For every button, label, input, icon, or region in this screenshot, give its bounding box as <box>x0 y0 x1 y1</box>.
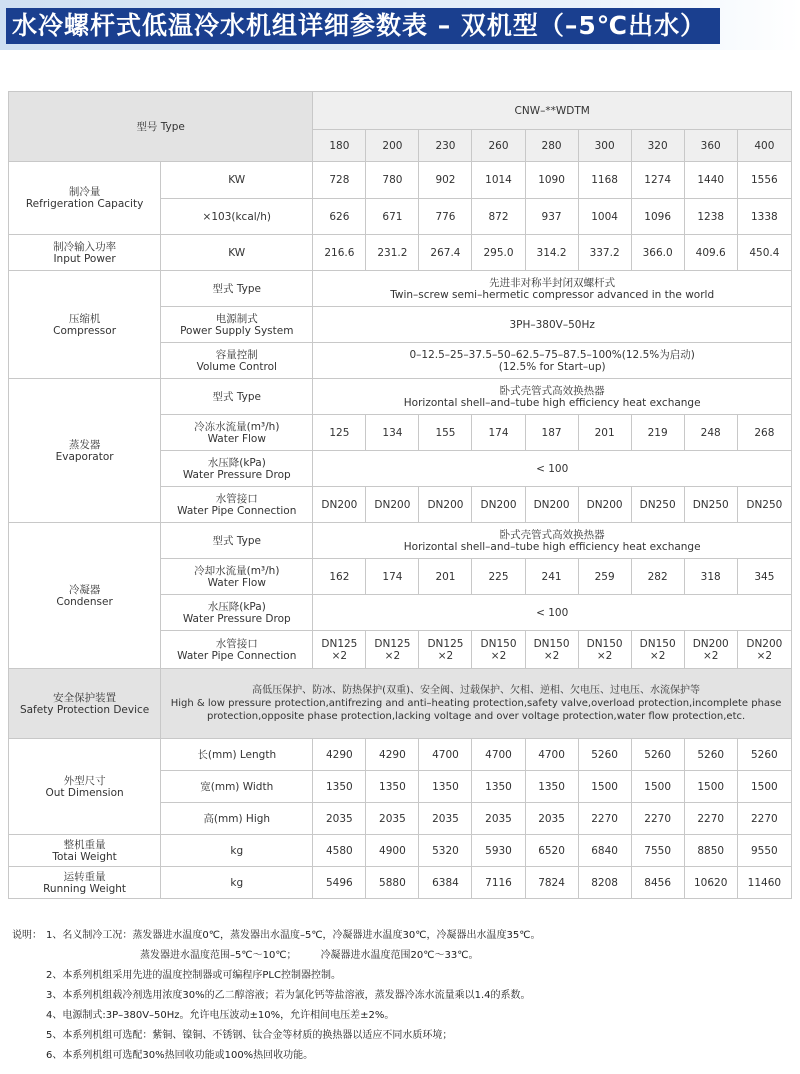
value-cell: 337.2 <box>578 235 631 271</box>
value-en: High & low pressure protection,antifrezing and anti–heating protection,safety valve,overload protection,incomplete phase <box>170 698 782 709</box>
note-line <box>12 1006 792 1026</box>
label-cn: 安全保护装置 <box>53 691 117 704</box>
value-cell: 7824 <box>525 867 578 899</box>
value-cell: 1238 <box>684 199 737 235</box>
spec-table <box>8 91 792 899</box>
value-cell: 872 <box>472 199 525 235</box>
label-en: Volume Control <box>196 360 277 373</box>
pipe-mult: ×2 <box>756 649 773 662</box>
label-cn: 水压降(kPa) <box>207 456 266 469</box>
value-cell: 241 <box>525 559 578 595</box>
compressor-type-value <box>313 271 792 307</box>
value-cell: 5880 <box>366 867 419 899</box>
condenser-type-row <box>9 523 792 559</box>
safety-row <box>9 669 792 739</box>
note-range: 蒸发器进水温度范围–5℃～10℃； <box>140 950 297 961</box>
compressor-type-row <box>9 271 792 307</box>
note-line <box>12 1026 792 1046</box>
value-cell <box>684 631 737 669</box>
label-en: Water Pipe Connection <box>177 504 297 517</box>
value-cell: 201 <box>419 559 472 595</box>
model-cell: 300 <box>578 130 631 162</box>
sub-label <box>161 415 313 451</box>
model-cell: 280 <box>525 130 578 162</box>
note-range: 冷凝器进水温度范围20℃～33℃。 <box>320 950 479 961</box>
sub-label: 型式 Type <box>161 379 313 415</box>
model-cell: 320 <box>631 130 684 162</box>
value-cell: DN200 <box>366 487 419 523</box>
value-cell <box>313 631 366 669</box>
value-cell: 1350 <box>419 771 472 803</box>
note-line <box>12 926 792 946</box>
sub-label <box>161 559 313 595</box>
model-cell: 180 <box>313 130 366 162</box>
input-power-label <box>9 235 161 271</box>
evaporator-type-row <box>9 379 792 415</box>
note-item: 6、本系列机组可选配30%热回收功能或100%热回收功能。 <box>46 1050 314 1061</box>
value-cell: 2035 <box>366 803 419 835</box>
model-type-label: 型号 Type <box>9 92 313 162</box>
value-cell: 1500 <box>631 771 684 803</box>
value-cell: 4700 <box>472 739 525 771</box>
model-cell: 400 <box>737 130 791 162</box>
value-cell: 937 <box>525 199 578 235</box>
value-line: (12.5% for Start–up) <box>498 360 606 373</box>
sub-label: 长(mm) Length <box>161 739 313 771</box>
value-cell: 248 <box>684 415 737 451</box>
value-cell <box>525 631 578 669</box>
label-cn: 电源制式 <box>215 312 258 325</box>
model-cell: 230 <box>419 130 472 162</box>
value-cell: 1096 <box>631 199 684 235</box>
model-cell: 200 <box>366 130 419 162</box>
value-cell <box>419 631 472 669</box>
label-en: Evaporator <box>55 450 114 463</box>
value-cell: 366.0 <box>631 235 684 271</box>
sub-label <box>161 631 313 669</box>
value-cell: 155 <box>419 415 472 451</box>
value-cell: 776 <box>419 199 472 235</box>
pipe-size: DN150 <box>480 637 517 650</box>
value-cell: 268 <box>737 415 791 451</box>
compressor-label <box>9 271 161 379</box>
unit-cell: kg <box>161 867 313 899</box>
value-cell: DN200 <box>578 487 631 523</box>
pipe-mult: ×2 <box>543 649 560 662</box>
sub-label: 型式 Type <box>161 523 313 559</box>
value-cell: 4900 <box>366 835 419 867</box>
pipe-size: DN150 <box>639 637 676 650</box>
value-en: Horizontal shell–and–tube high efficiency heat exchange <box>403 396 701 409</box>
value-cell: DN200 <box>313 487 366 523</box>
value-en: Horizontal shell–and–tube high efficiency heat exchange <box>403 540 701 553</box>
value-cell: 187 <box>525 415 578 451</box>
value-cell: 6520 <box>525 835 578 867</box>
value-cell: 7550 <box>631 835 684 867</box>
unit-cell: ×103(kcal/h) <box>161 199 313 235</box>
compressor-power-value: 3PH–380V–50Hz <box>313 307 792 343</box>
model-cell: 260 <box>472 130 525 162</box>
model-cell: 360 <box>684 130 737 162</box>
value-cell: 1350 <box>472 771 525 803</box>
value-cell: 902 <box>419 162 472 199</box>
sub-label <box>161 451 313 487</box>
value-cell: 10620 <box>684 867 737 899</box>
safety-value <box>161 669 792 739</box>
value-cell: 174 <box>472 415 525 451</box>
label-en: Condenser <box>56 595 113 608</box>
pipe-mult: ×2 <box>649 649 666 662</box>
value-cell: 2035 <box>313 803 366 835</box>
value-cell: 295.0 <box>472 235 525 271</box>
pipe-size: DN200 <box>746 637 783 650</box>
value-cell: 1556 <box>737 162 791 199</box>
dimension-label <box>9 739 161 835</box>
note-item: 5、本系列机组可选配：紫铜、镍铜、不锈钢、钛合金等材质的换热器以适应不同水质环境； <box>46 1030 453 1041</box>
evaporator-drop-value: < 100 <box>313 451 792 487</box>
pipe-mult: ×2 <box>437 649 454 662</box>
refrigeration-label <box>9 162 161 235</box>
value-cell: DN250 <box>631 487 684 523</box>
value-cell: 5496 <box>313 867 366 899</box>
note-line <box>12 966 792 986</box>
value-cell: 7116 <box>472 867 525 899</box>
condenser-drop-value: < 100 <box>313 595 792 631</box>
pipe-size: DN125 <box>427 637 464 650</box>
condenser-type-value <box>313 523 792 559</box>
value-cell: 345 <box>737 559 791 595</box>
value-cell: 1440 <box>684 162 737 199</box>
value-cell: 450.4 <box>737 235 791 271</box>
value-cell: 1500 <box>684 771 737 803</box>
value-cell: 11460 <box>737 867 791 899</box>
label-cn: 压缩机 <box>68 312 101 325</box>
sub-label <box>161 307 313 343</box>
value-cell: 174 <box>366 559 419 595</box>
value-cell: 4290 <box>366 739 419 771</box>
value-cell: 5260 <box>631 739 684 771</box>
note-line <box>12 986 792 1006</box>
label-en: Water Flow <box>207 576 266 589</box>
label-en: Water Pipe Connection <box>177 649 297 662</box>
value-cell: 267.4 <box>419 235 472 271</box>
pipe-size: DN125 <box>374 637 411 650</box>
value-cell: 5260 <box>737 739 791 771</box>
value-cell: 314.2 <box>525 235 578 271</box>
label-cn: 运转重量 <box>63 870 106 883</box>
label-cn: 冷却水流量(m³/h) <box>194 564 280 577</box>
value-cell: 318 <box>684 559 737 595</box>
value-cell: 1350 <box>366 771 419 803</box>
label-en: Power Supply System <box>180 324 294 337</box>
value-cell: 5320 <box>419 835 472 867</box>
value-cell: 2270 <box>631 803 684 835</box>
value-cell: DN250 <box>684 487 737 523</box>
dimension-length-row <box>9 739 792 771</box>
label-en: Water Flow <box>207 432 266 445</box>
label-cn: 蒸发器 <box>68 438 101 451</box>
value-cell: 2270 <box>684 803 737 835</box>
note-item: 3、本系列机组载冷剂选用浓度30%的乙二醇溶液；若为氯化钙等盐溶液，蒸发器冷冻水流量乘以1.4的系数。 <box>46 990 531 1001</box>
value-cell: 2270 <box>737 803 791 835</box>
notes-heading: 说明： <box>12 930 42 941</box>
note-item: 2、本系列机组采用先进的温度控制器或可编程序PLC控制器控制。 <box>46 970 341 981</box>
value-cell: 1090 <box>525 162 578 199</box>
value-cell: DN200 <box>419 487 472 523</box>
value-cell: 5260 <box>684 739 737 771</box>
label-cn: 容量控制 <box>215 348 258 361</box>
label-en: Water Pressure Drop <box>182 612 291 625</box>
label-cn: 外型尺寸 <box>63 774 106 787</box>
note-line <box>12 1046 792 1066</box>
unit-cell: KW <box>161 235 313 271</box>
value-cell: 259 <box>578 559 631 595</box>
value-cn: 先进非对称半封闭双螺杆式 <box>489 276 616 289</box>
pipe-size: DN125 <box>321 637 358 650</box>
running-weight-label <box>9 867 161 899</box>
label-en: Compressor <box>53 324 117 337</box>
label-en: Running Weight <box>43 882 127 895</box>
condenser-label <box>9 523 161 669</box>
value-cell: 8456 <box>631 867 684 899</box>
value-en: protection,opposite phase protection,lacking voltage and over voltage protection,water flow protection,etc. <box>207 711 746 722</box>
label-cn: 水压降(kPa) <box>207 600 266 613</box>
value-cell <box>578 631 631 669</box>
value-cell <box>472 631 525 669</box>
value-cell: 8208 <box>578 867 631 899</box>
pipe-mult: ×2 <box>702 649 719 662</box>
value-cell: 2035 <box>472 803 525 835</box>
pipe-size: DN200 <box>692 637 729 650</box>
value-cell: 5260 <box>578 739 631 771</box>
sub-label <box>161 343 313 379</box>
unit-cell: KW <box>161 162 313 199</box>
value-cell: 231.2 <box>366 235 419 271</box>
note-item: 1、名义制冷工况：蒸发器进水温度0℃，蒸发器出水温度–5℃，冷凝器进水温度30℃，冷凝器出水温度35℃。 <box>46 930 541 941</box>
label-cn: 制冷输入功率 <box>53 240 117 253</box>
pipe-mult: ×2 <box>490 649 507 662</box>
compressor-volume-value <box>313 343 792 379</box>
safety-label <box>9 669 161 739</box>
note-item: 4、电源制式:3P–380V–50Hz。允许电压波动±10%，允许相间电压差±2%。 <box>46 1010 395 1021</box>
value-cn: 卧式壳管式高效换热器 <box>499 384 605 397</box>
value-cell: 134 <box>366 415 419 451</box>
value-cell: 2035 <box>419 803 472 835</box>
value-cell: DN250 <box>737 487 791 523</box>
unit-cell: kg <box>161 835 313 867</box>
value-cell: 219 <box>631 415 684 451</box>
label-en: Safety Protection Device <box>19 703 150 716</box>
label-cn: 冷凝器 <box>68 583 101 596</box>
value-cell: 1350 <box>313 771 366 803</box>
series-label: CNW–**WDTM <box>313 92 792 130</box>
sub-label <box>161 595 313 631</box>
value-cn: 高低压保护、防冰、防热保护(双重)、安全阀、过载保护、欠相、逆相、欠电压、过电压、水流保护等 <box>252 685 700 696</box>
value-cell: 1168 <box>578 162 631 199</box>
value-cell: 6840 <box>578 835 631 867</box>
value-en: Twin–screw semi–hermetic compressor advanced in the world <box>390 288 715 301</box>
value-cell <box>737 631 791 669</box>
value-cell: 201 <box>578 415 631 451</box>
value-cell: 282 <box>631 559 684 595</box>
running-weight-row <box>9 867 792 899</box>
value-line: 0–12.5–25–37.5–50–62.5–75–87.5–100%(12.5%为启动) <box>409 348 695 361</box>
label-cn: 冷冻水流量(m³/h) <box>194 420 280 433</box>
total-weight-label <box>9 835 161 867</box>
label-cn: 制冷量 <box>68 186 101 198</box>
value-cell: 162 <box>313 559 366 595</box>
pipe-mult: ×2 <box>384 649 401 662</box>
value-cell <box>631 631 684 669</box>
label-cn: 水管接口 <box>215 637 258 650</box>
value-cell: 1338 <box>737 199 791 235</box>
note-line <box>12 946 792 966</box>
title-banner <box>0 0 800 50</box>
value-cell: 5930 <box>472 835 525 867</box>
value-cell: 2270 <box>578 803 631 835</box>
value-cell: 728 <box>313 162 366 199</box>
refrigeration-kw-row <box>9 162 792 199</box>
value-cell: 1274 <box>631 162 684 199</box>
label-en: Water Pressure Drop <box>182 468 291 481</box>
value-cell: 225 <box>472 559 525 595</box>
label-en: Totai Weight <box>52 850 117 863</box>
page-title: 水冷螺杆式低温冷水机组详细参数表 – 双机型（–5℃出水） <box>6 8 720 44</box>
value-cell: 1500 <box>737 771 791 803</box>
sub-label: 型式 Type <box>161 271 313 307</box>
note-range-line <box>140 946 478 966</box>
value-cell: 1350 <box>525 771 578 803</box>
value-cell: 4580 <box>313 835 366 867</box>
label-cn: 水管接口 <box>215 492 258 505</box>
value-cell: 8850 <box>684 835 737 867</box>
pipe-size: DN150 <box>533 637 570 650</box>
value-cell <box>366 631 419 669</box>
notes-section <box>12 926 792 1066</box>
pipe-size: DN150 <box>586 637 623 650</box>
evaporator-label <box>9 379 161 523</box>
label-en: Input Power <box>53 252 116 265</box>
evaporator-type-value <box>313 379 792 415</box>
value-cell: 1004 <box>578 199 631 235</box>
value-cell: DN200 <box>525 487 578 523</box>
label-en: Out Dimension <box>45 786 124 799</box>
label-en: Refrigeration Capacity <box>25 198 144 210</box>
value-cell: 626 <box>313 199 366 235</box>
total-weight-row <box>9 835 792 867</box>
value-cell: 216.6 <box>313 235 366 271</box>
input-power-row <box>9 235 792 271</box>
value-cell: 409.6 <box>684 235 737 271</box>
value-cell: 2035 <box>525 803 578 835</box>
sub-label: 宽(mm) Width <box>161 771 313 803</box>
value-cell: 6384 <box>419 867 472 899</box>
pipe-mult: ×2 <box>331 649 348 662</box>
value-cell: 4700 <box>419 739 472 771</box>
value-cell: DN200 <box>472 487 525 523</box>
value-cell: 125 <box>313 415 366 451</box>
value-cell: 4700 <box>525 739 578 771</box>
value-cell: 9550 <box>737 835 791 867</box>
sub-label <box>161 487 313 523</box>
value-cell: 671 <box>366 199 419 235</box>
value-cell: 780 <box>366 162 419 199</box>
value-cell: 1500 <box>578 771 631 803</box>
sub-label: 高(mm) High <box>161 803 313 835</box>
value-cell: 1014 <box>472 162 525 199</box>
label-cn: 整机重量 <box>63 838 106 851</box>
pipe-mult: ×2 <box>596 649 613 662</box>
value-cell: 4290 <box>313 739 366 771</box>
value-cn: 卧式壳管式高效换热器 <box>499 528 605 541</box>
